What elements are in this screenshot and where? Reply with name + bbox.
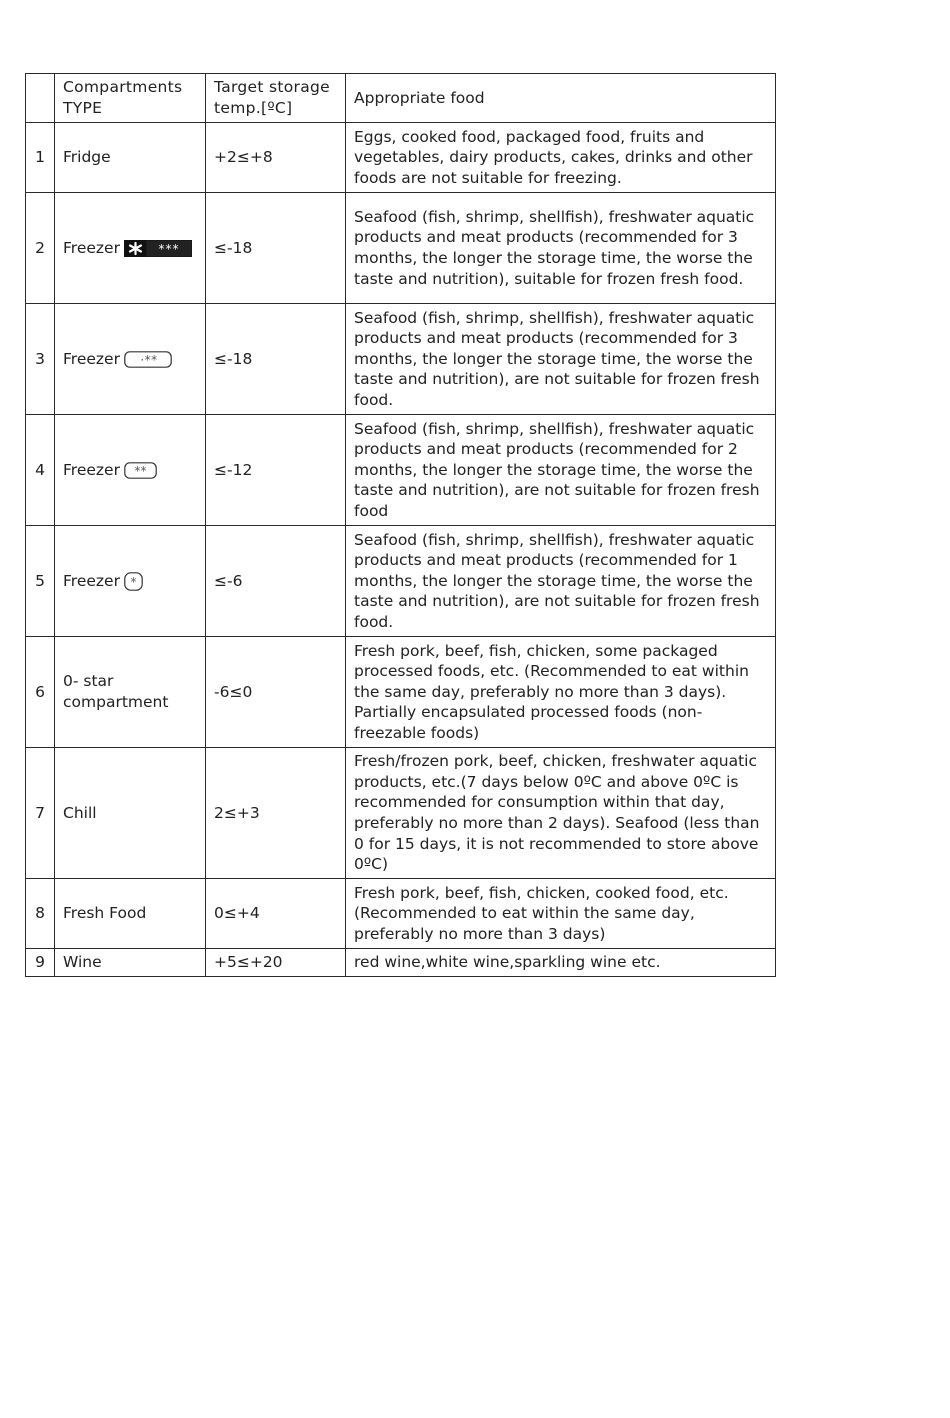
header-type-cell [55, 74, 206, 123]
svg-text:*: * [130, 574, 137, 589]
compartment-type: Freezer [63, 238, 120, 257]
compartment-type-line1: 0- star [63, 672, 114, 691]
row-number: 9 [26, 949, 55, 977]
compartment-type: Fresh Food [55, 879, 206, 949]
compartment-type-cell [55, 193, 206, 304]
header-type-line2: TYPE [63, 99, 103, 117]
row-number: 7 [26, 748, 55, 879]
svg-text:**: ** [134, 463, 147, 478]
table-row [26, 949, 776, 977]
header-temp-cell [206, 74, 346, 123]
storage-temp: +5≤+20 [206, 949, 346, 977]
compartment-type: Wine [55, 949, 206, 977]
header-type-line1: Compartments [63, 78, 183, 97]
storage-temp: ≤-12 [206, 415, 346, 526]
appropriate-food: Fresh/frozen pork, beef, chicken, freshwater aquatic products, etc.(7 days below 0ºC and above 0ºC is recommended for consumption within that day, preferably no more than 2 days). Seafood (less than 0 for 15 days, it is not recommended to store above 0ºC) [346, 748, 776, 879]
compartment-type: Freezer [63, 571, 120, 590]
two-star-freezer-icon [124, 462, 157, 479]
appropriate-food: Seafood (fish, shrimp, shellfish), freshwater aquatic products and meat products (recommended for 3 months, the longer the storage time, the worse the taste and nutrition), suitable for frozen fresh food. [346, 193, 776, 304]
storage-temp: -6≤0 [206, 637, 346, 748]
storage-temp: ≤-18 [206, 304, 346, 415]
one-star-freezer-icon [124, 572, 143, 591]
table-row [26, 526, 776, 637]
compartment-type: Fridge [55, 123, 206, 193]
table-row [26, 193, 776, 304]
storage-temp: ≤-6 [206, 526, 346, 637]
compartment-table [25, 73, 776, 977]
row-number: 2 [26, 193, 55, 304]
table-row [26, 304, 776, 415]
appropriate-food: Seafood (fish, shrimp, shellfish), freshwater aquatic products and meat products (recommended for 2 months, the longer the storage time, the worse the taste and nutrition), are not suitable for frozen fresh food [346, 415, 776, 526]
table-row [26, 415, 776, 526]
compartment-type-cell [55, 637, 206, 748]
header-index-cell [26, 74, 55, 123]
compartment-type-cell [55, 304, 206, 415]
appropriate-food: Fresh pork, beef, fish, chicken, cooked food, etc. (Recommended to eat within the same day, preferably no more than 3 days) [346, 879, 776, 949]
storage-temp: 0≤+4 [206, 879, 346, 949]
three-star-freezer-icon [124, 351, 172, 368]
header-temp-line1: Target storage [214, 78, 330, 97]
row-number: 1 [26, 123, 55, 193]
compartment-type: Freezer [63, 460, 120, 479]
row-number: 3 [26, 304, 55, 415]
storage-temp: ≤-18 [206, 193, 346, 304]
appropriate-food: Eggs, cooked food, packaged food, fruits and vegetables, dairy products, cakes, drinks and other foods are not suitable for freezing. [346, 123, 776, 193]
header-temp-line2: temp.[ºC] [214, 99, 293, 117]
header-food-cell: Appropriate food [346, 74, 776, 123]
appropriate-food: Fresh pork, beef, fish, chicken, some packaged processed foods, etc. (Recommended to eat within the same day, preferably no more than 3 days). Partially encapsulated processed foods (non-freezable foods) [346, 637, 776, 748]
svg-text:·**: ·** [140, 352, 158, 367]
appropriate-food: Seafood (fish, shrimp, shellfish), freshwater aquatic products and meat products (recommended for 1 months, the longer the storage time, the worse the taste and nutrition), are not suitable for frozen fresh food. [346, 526, 776, 637]
four-star-freezer-icon [124, 240, 192, 257]
compartment-type-cell [55, 415, 206, 526]
compartment-type-line2: compartment [63, 693, 169, 711]
row-number: 4 [26, 415, 55, 526]
storage-temp: +2≤+8 [206, 123, 346, 193]
row-number: 5 [26, 526, 55, 637]
table-row [26, 879, 776, 949]
compartment-type: Chill [55, 748, 206, 879]
row-number: 8 [26, 879, 55, 949]
compartment-type-cell [55, 526, 206, 637]
storage-temp: 2≤+3 [206, 748, 346, 879]
appropriate-food: Seafood (fish, shrimp, shellfish), freshwater aquatic products and meat products (recommended for 3 months, the longer the storage time, the worse the taste and nutrition), are not suitable for frozen fresh food. [346, 304, 776, 415]
compartment-type: Freezer [63, 349, 120, 368]
appropriate-food: red wine,white wine,sparkling wine etc. [346, 949, 776, 977]
header-row [26, 74, 776, 123]
svg-text:***: *** [158, 241, 180, 256]
row-number: 6 [26, 637, 55, 748]
table-row [26, 123, 776, 193]
table-row [26, 748, 776, 879]
table-row [26, 637, 776, 748]
